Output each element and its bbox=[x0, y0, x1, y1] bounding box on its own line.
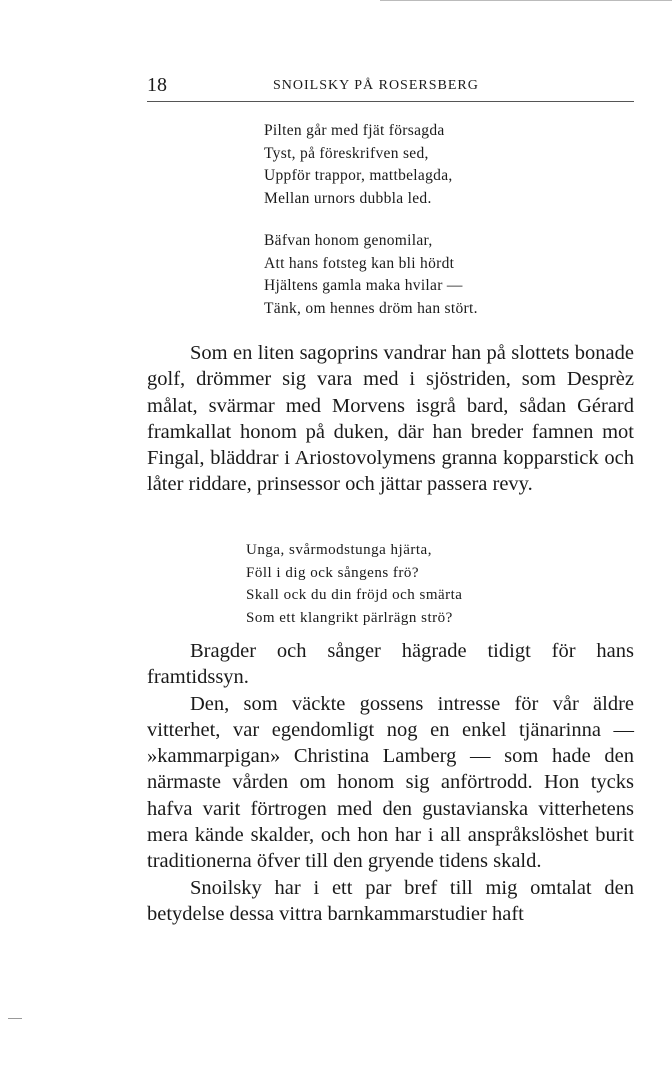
poem-line: Unga, svårmodstunga hjärta, bbox=[246, 542, 432, 558]
poem-line: Som ett klangrikt pärlrägn strö? bbox=[246, 609, 453, 626]
poem-stanza-1 bbox=[264, 120, 453, 210]
paragraph: Som en liten sagoprins vandrar han på slottets bonade golf, drömmer sig vara med i sjöstriden, som Desprèz målat, svärmar med Morvens isgrå bard, sådan Gérard framkallat honom på duken, där han breder famnen mot Fingal, bläddrar i Ariostovolymens granna kopparstick och låter riddare, prinsessor och jättar passera revy. bbox=[147, 342, 634, 496]
paragraph: Bragder och sånger hägrade tidigt för hans framtidssyn. bbox=[147, 640, 634, 689]
poem-line: Skall ock du din fröjd och smärta bbox=[246, 587, 463, 603]
paragraph: Snoilsky har i ett par bref till mig omtalat den betydelse dessa vittra barnkammarstudier haft bbox=[147, 876, 634, 925]
page-header bbox=[147, 72, 634, 102]
page-number: 18 bbox=[147, 74, 167, 96]
poem-line: Uppför trappor, mattbelagda, bbox=[264, 167, 453, 184]
header-rule bbox=[147, 101, 634, 102]
poem-line: Hjältens gamla maka hvilar — bbox=[264, 277, 463, 294]
prose-block-1 bbox=[147, 340, 634, 498]
scan-margin-mark bbox=[8, 1018, 22, 1019]
poem-line: Mellan urnors dubbla led. bbox=[264, 189, 432, 207]
poem-line: Föll i dig ock sångens frö? bbox=[246, 564, 420, 581]
poem-stanza-3 bbox=[246, 539, 462, 629]
paragraph: Den, som väckte gossens intresse för vår äldre vitterhet, var egendomligt nog en enkel tjänarinna — »kammarpigan» Christina Lamberg — som hade den närmaste vården om honom sig anförtrodd. Hon tycks hafva varit förtrogen med den gustavianska vitterhetens mera kände skalder, och hon har i all anspråkslöshet burit traditionerna öfver till den gryende tidens skald. bbox=[147, 692, 634, 873]
poem-line: Bäfvan honom genomilar, bbox=[264, 232, 433, 249]
poem-line: Tyst, på föreskrifven sed, bbox=[264, 144, 429, 162]
prose-block-2 bbox=[147, 638, 634, 927]
poem-stanza-2 bbox=[264, 230, 478, 320]
poem-line: Tänk, om hennes dröm han stört. bbox=[264, 299, 478, 317]
poem-line: Att hans fotsteg kan bli hördt bbox=[264, 254, 455, 272]
running-head: SNOILSKY PÅ ROSERSBERG bbox=[273, 78, 479, 93]
scan-edge-line bbox=[380, 0, 672, 1]
poem-line: Pilten går med fjät försagda bbox=[264, 122, 445, 139]
